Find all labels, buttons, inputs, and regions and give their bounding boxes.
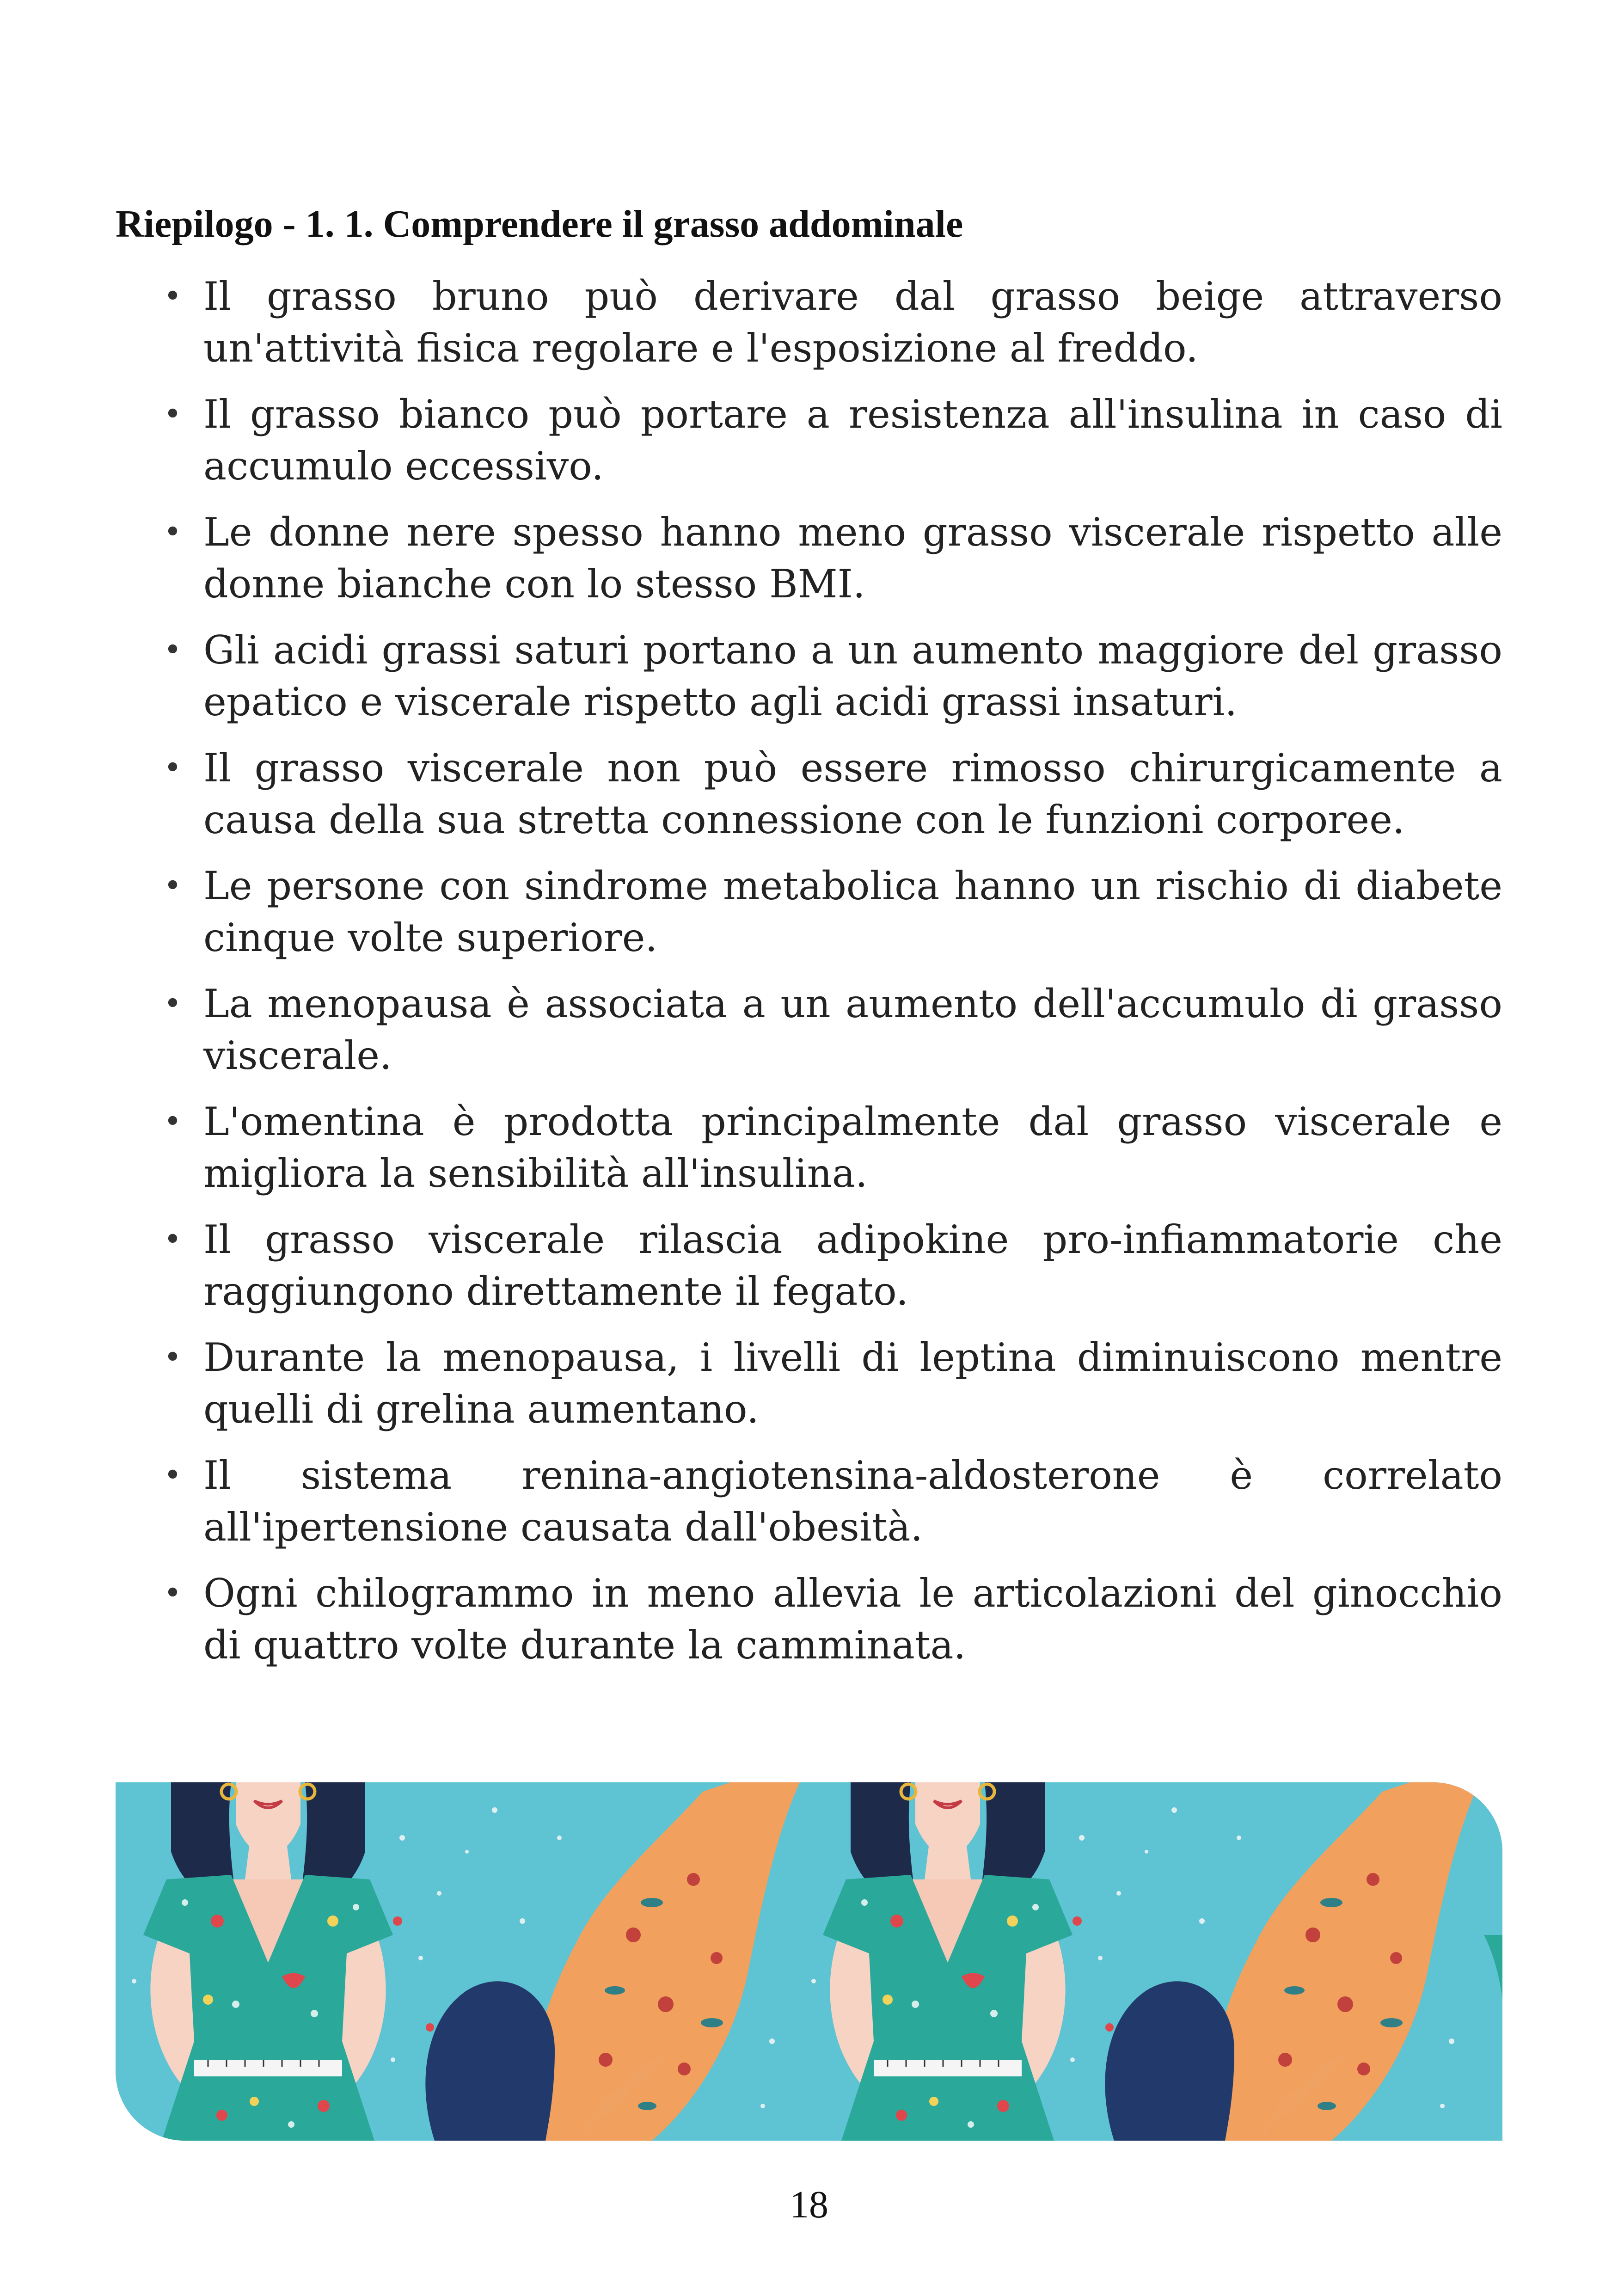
bullet-text: Il sistema renina-angiotensina-aldosterone è correlato all'ipertensione causata dall'obesità. (203, 1453, 1502, 1550)
page-number: 18 (790, 2183, 828, 2226)
bullet-text: La menopausa è associata a un aumento dell'accumulo di grasso viscerale. (203, 981, 1502, 1078)
bullet-item (116, 506, 1502, 610)
bullet-icon: • (164, 1104, 182, 1139)
bullet-item (116, 1449, 1502, 1553)
bullet-icon: • (164, 868, 182, 903)
bullet-icon: • (164, 396, 182, 432)
bullet-icon: • (164, 278, 182, 314)
bullet-icon: • (164, 1222, 182, 1257)
bullet-text: Gli acidi grassi saturi portano a un aumento maggiore del grasso epatico e viscerale rispetto agli acidi grassi insaturi. (203, 627, 1502, 724)
bullet-text: Le persone con sindrome metabolica hanno un rischio di diabete cinque volte superiore. (203, 863, 1502, 960)
bullet-icon: • (164, 632, 182, 668)
bullet-text: L'omentina è prodotta principalmente dal grasso viscerale e migliora la sensibilità all'insulina. (203, 1099, 1502, 1196)
bullet-text: Il grasso bianco può portare a resistenza all'insulina in caso di accumulo eccessivo. (203, 392, 1502, 489)
bullet-item (116, 1567, 1502, 1671)
bullet-text: Durante la menopausa, i livelli di leptina diminuiscono mentre quelli di grelina aumentano. (203, 1335, 1502, 1432)
summary-bullet-list (116, 270, 1502, 1685)
bullet-icon: • (164, 1339, 182, 1375)
bullet-icon: • (164, 1575, 182, 1611)
bullet-icon: • (164, 514, 182, 550)
bullet-icon: • (164, 750, 182, 786)
illustration-artwork (116, 1782, 1502, 2141)
bullet-item (116, 978, 1502, 1081)
bullet-icon: • (164, 1457, 182, 1493)
bullet-item (116, 742, 1502, 846)
bullet-text: Il grasso viscerale rilascia adipokine pro-infiammatorie che raggiungono direttamente il fegato. (203, 1217, 1502, 1314)
page-title: Riepilogo - 1. 1. Comprendere il grasso addominale (116, 203, 963, 246)
bullet-item (116, 270, 1502, 374)
bullet-item (116, 1096, 1502, 1199)
bullet-text: Le donne nere spesso hanno meno grasso viscerale rispetto alle donne bianche con lo stesso BMI. (203, 510, 1502, 607)
bullet-item (116, 388, 1502, 492)
bullet-item (116, 860, 1502, 964)
bullet-item (116, 1214, 1502, 1317)
bullet-text: Il grasso viscerale non può essere rimosso chirurgicamente a causa della sua stretta connessione con le funzioni corporee. (203, 745, 1502, 842)
woman-illustration-banner (116, 1782, 1502, 2141)
bullet-icon: • (164, 986, 182, 1021)
bullet-item (116, 624, 1502, 728)
bullet-text: Ogni chilogrammo in meno allevia le articolazioni del ginocchio di quattro volte durante la camminata. (203, 1571, 1502, 1668)
bullet-item (116, 1332, 1502, 1435)
bullet-text: Il grasso bruno può derivare dal grasso beige attraverso un'attività fisica regolare e l'esposizione al freddo. (203, 274, 1502, 371)
